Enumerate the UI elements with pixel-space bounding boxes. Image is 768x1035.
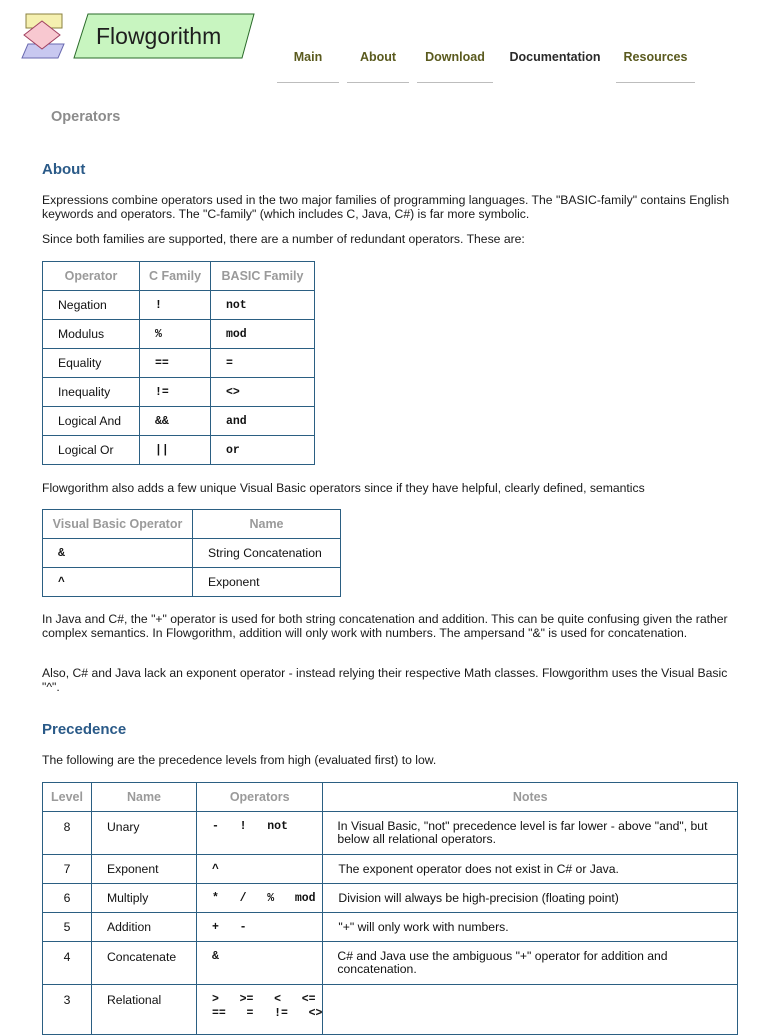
- table-row: [43, 349, 315, 378]
- basic-family-op: =: [211, 349, 315, 378]
- operators-cell: * / % mod: [197, 884, 323, 913]
- name-cell: Multiply: [92, 884, 197, 913]
- level-cell: 3: [43, 985, 92, 1035]
- level-cell: 7: [43, 855, 92, 884]
- column-header: Name: [92, 783, 197, 812]
- notes-cell: "+" will only work with numbers.: [323, 913, 738, 942]
- operators-cell: - ! not: [197, 812, 323, 855]
- column-header: Operators: [197, 783, 323, 812]
- basic-family-op: mod: [211, 320, 315, 349]
- operator-name: Logical And: [43, 407, 140, 436]
- column-header: Name: [193, 510, 341, 539]
- name-cell: Unary: [92, 812, 197, 855]
- site-logo[interactable]: [20, 13, 256, 63]
- basic-family-op: <>: [211, 378, 315, 407]
- precedence-heading: Precedence: [42, 721, 127, 738]
- name-cell: Concatenate: [92, 942, 197, 985]
- operators-cell: > >= < <= == = != <>: [197, 985, 323, 1035]
- nav-main[interactable]: Main: [277, 50, 339, 83]
- nav-download[interactable]: Download: [417, 50, 493, 83]
- operators-cell: + -: [197, 913, 323, 942]
- table-row: [43, 436, 315, 465]
- column-header: Visual Basic Operator: [43, 510, 193, 539]
- vb-operator: ^: [43, 568, 193, 597]
- name-cell: Addition: [92, 913, 197, 942]
- level-cell: 6: [43, 884, 92, 913]
- about-heading: About: [42, 161, 86, 178]
- operator-description: Exponent: [193, 568, 341, 597]
- c-family-op: ||: [140, 436, 211, 465]
- name-cell: Exponent: [92, 855, 197, 884]
- table-row: [43, 539, 341, 568]
- nav-about[interactable]: About: [347, 50, 409, 83]
- table-row: [43, 942, 738, 985]
- redundant-operators-table: [42, 261, 315, 465]
- c-family-op: !: [140, 291, 211, 320]
- about-paragraph-1: Expressions combine operators used in the two major families of programming languages. The "BASIC-family" contains English keywords and operators. The "C-family" (which includes C, Java, C#) is far more symbolic.: [42, 193, 730, 221]
- level-cell: 8: [43, 812, 92, 855]
- table-header-row: [43, 510, 341, 539]
- c-family-op: ==: [140, 349, 211, 378]
- notes-cell: [323, 985, 738, 1035]
- logo-text: Flowgorithm: [96, 23, 222, 49]
- column-header: Notes: [323, 783, 738, 812]
- column-header: BASIC Family: [211, 262, 315, 291]
- precedence-table: [42, 782, 738, 1035]
- table-row: [43, 568, 341, 597]
- table-row: [43, 812, 738, 855]
- level-cell: 5: [43, 913, 92, 942]
- operator-name: Modulus: [43, 320, 140, 349]
- about-paragraph-5: Also, C# and Java lack an exponent operator - instead relying their respective Math classes. Flowgorithm uses the Visual Basic "^".: [42, 666, 728, 694]
- c-family-op: !=: [140, 378, 211, 407]
- basic-family-op: not: [211, 291, 315, 320]
- nav-resources[interactable]: Resources: [616, 50, 695, 83]
- table-row: [43, 913, 738, 942]
- about-paragraph-2: Since both families are supported, there are a number of redundant operators. These are:: [42, 232, 525, 246]
- table-row: [43, 407, 315, 436]
- notes-cell: C# and Java use the ambiguous "+" operator for addition and concatenation.: [323, 942, 738, 985]
- table-row: [43, 985, 738, 1035]
- column-header: C Family: [140, 262, 211, 291]
- c-family-op: %: [140, 320, 211, 349]
- notes-cell: The exponent operator does not exist in C# or Java.: [323, 855, 738, 884]
- table-header-row: [43, 783, 738, 812]
- table-row: [43, 291, 315, 320]
- about-paragraph-4: In Java and C#, the "+" operator is used for both string concatenation and addition. This can be quite confusing given the rather complex semantics. In Flowgorithm, addition will only work with numbers. The ampersand "&" is used for concatenation.: [42, 612, 728, 640]
- operator-description: String Concatenation: [193, 539, 341, 568]
- notes-cell: Division will always be high-precision (floating point): [323, 884, 738, 913]
- basic-family-op: or: [211, 436, 315, 465]
- table-row: [43, 320, 315, 349]
- visual-basic-operators-table: [42, 509, 341, 597]
- page-title: Operators: [51, 109, 121, 125]
- operator-name: Negation: [43, 291, 140, 320]
- table-row: [43, 378, 315, 407]
- operator-name: Equality: [43, 349, 140, 378]
- operators-cell: &: [197, 942, 323, 985]
- vb-operator: &: [43, 539, 193, 568]
- table-header-row: [43, 262, 315, 291]
- nav-documentation[interactable]: Documentation: [509, 50, 601, 64]
- operator-name: Inequality: [43, 378, 140, 407]
- name-cell: Relational: [92, 985, 197, 1035]
- column-header: Level: [43, 783, 92, 812]
- operator-name: Logical Or: [43, 436, 140, 465]
- c-family-op: &&: [140, 407, 211, 436]
- level-cell: 4: [43, 942, 92, 985]
- notes-cell: In Visual Basic, "not" precedence level is far lower - above "and", but below all relational operators.: [323, 812, 738, 855]
- precedence-paragraph: The following are the precedence levels from high (evaluated first) to low.: [42, 753, 437, 767]
- table-row: [43, 855, 738, 884]
- about-paragraph-3: Flowgorithm also adds a few unique Visual Basic operators since if they have helpful, clearly defined, semantics: [42, 481, 645, 495]
- operators-cell: ^: [197, 855, 323, 884]
- basic-family-op: and: [211, 407, 315, 436]
- table-row: [43, 884, 738, 913]
- column-header: Operator: [43, 262, 140, 291]
